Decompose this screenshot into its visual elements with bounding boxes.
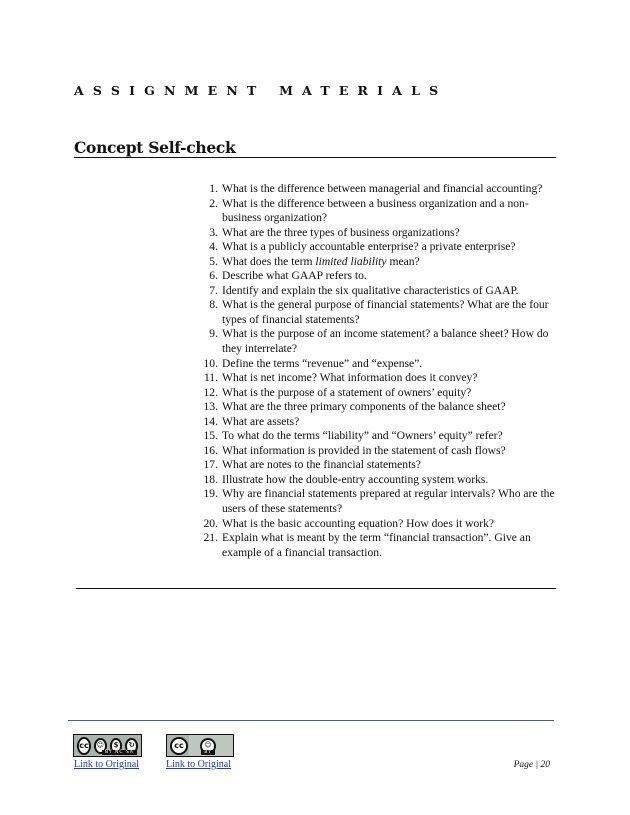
question-text: What is the basic accounting equation? How does it work?	[222, 516, 495, 530]
question-item	[196, 400, 564, 415]
link-to-original-1[interactable]: Link to Original	[74, 759, 139, 770]
concept-self-check-title: Concept Self-check	[74, 138, 236, 157]
question-item	[196, 197, 564, 226]
question-item	[196, 371, 564, 386]
question-text: Explain what is meant by the term “financial transaction”. Give an example of a financial transaction.	[222, 531, 531, 559]
question-text: What is the purpose of an income statement? a balance sheet? How do they interrelate?	[222, 327, 549, 356]
question-item	[196, 284, 564, 299]
question-number: 4.	[209, 240, 218, 254]
question-item	[196, 415, 564, 430]
question-text: What is the purpose of a statement of owners’ equity?	[222, 385, 472, 399]
section-end-divider	[76, 588, 556, 589]
question-number: 10.	[203, 356, 218, 370]
question-item	[196, 357, 564, 372]
question-text: What is the general purpose of financial statements? What are the four types of financial statements?	[222, 298, 549, 326]
question-number: 1.	[209, 182, 218, 195]
question-number: 7.	[209, 283, 218, 297]
question-item	[196, 429, 564, 444]
question-item	[196, 240, 564, 255]
page-number: Page | 20	[513, 760, 550, 770]
question-text: What are notes to the financial statements?	[222, 458, 421, 472]
question-number: 11.	[203, 371, 218, 385]
question-text: What are the three types of business organizations?	[222, 225, 460, 239]
question-item	[196, 226, 564, 241]
license-tags: BY	[201, 750, 215, 755]
by-person-icon: ☺	[200, 738, 216, 754]
question-number: 17.	[203, 458, 218, 472]
section-heading: ASSIGNMENT MATERIALS	[74, 83, 448, 98]
question-number: 9.	[209, 327, 218, 341]
sharealike-icon: ↻	[125, 738, 138, 754]
question-item	[196, 298, 564, 327]
question-item	[196, 487, 564, 516]
question-text: Identify and explain the six qualitative characteristics of GAAP.	[222, 283, 519, 297]
footer-divider	[68, 720, 554, 721]
question-text: What are assets?	[222, 414, 300, 428]
cc-logo-icon: cc	[77, 737, 91, 755]
license-tags: BY NC SA	[102, 750, 137, 755]
question-number: 8.	[209, 298, 218, 312]
question-number: 18.	[203, 472, 218, 486]
question-number: 16.	[203, 443, 218, 457]
question-text: To what do the terms “liability” and “Owners’ equity” refer?	[222, 429, 503, 443]
question-item	[196, 444, 564, 459]
question-item	[196, 458, 564, 473]
question-item	[196, 269, 564, 284]
question-number: 6.	[209, 269, 218, 283]
question-text: What does the term limited liability mean?	[222, 254, 420, 268]
question-text: What are the three primary components of the balance sheet?	[222, 400, 506, 414]
cc-by-badge	[166, 734, 234, 757]
link-to-original-2[interactable]: Link to Original	[166, 759, 231, 770]
question-text: What information is provided in the statement of cash flows?	[222, 443, 506, 457]
by-person-icon: ☺	[94, 738, 107, 754]
question-number: 2.	[209, 196, 218, 210]
question-number: 5.	[209, 254, 218, 268]
question-number: 13.	[203, 400, 218, 414]
question-item	[196, 531, 564, 560]
question-text: Why are financial statements prepared at regular intervals? Who are the users of these statements?	[222, 487, 555, 516]
question-text: Illustrate how the double-entry accounting system works.	[222, 472, 489, 486]
question-number: 3.	[209, 225, 218, 239]
question-number: 20.	[203, 516, 218, 530]
question-number: 14.	[203, 414, 218, 428]
question-number: 12.	[203, 385, 218, 399]
question-number: 19.	[203, 487, 218, 501]
noncommercial-icon: $	[110, 738, 123, 754]
question-item	[196, 517, 564, 532]
question-text: What is a publicly accountable enterprise? a private enterprise?	[222, 240, 516, 254]
question-item	[196, 255, 564, 270]
questions-list	[196, 182, 564, 560]
question-text: What is the difference between a business organization and a non-business organization?	[222, 196, 529, 225]
question-item	[196, 473, 564, 488]
title-underline	[74, 157, 556, 158]
question-item	[196, 386, 564, 401]
question-text: What is the difference between managerial and financial accounting?	[222, 182, 543, 195]
question-text: Define the terms “revenue” and “expense”.	[222, 356, 423, 370]
cc-by-nc-sa-badge	[73, 734, 142, 757]
question-item	[196, 327, 564, 356]
cc-logo-icon: cc	[170, 737, 188, 755]
question-number: 15.	[203, 429, 218, 443]
question-text: Describe what GAAP refers to.	[222, 269, 367, 283]
question-text: What is net income? What information does it convey?	[222, 371, 478, 385]
question-number: 21.	[203, 531, 218, 545]
question-item	[196, 182, 564, 197]
